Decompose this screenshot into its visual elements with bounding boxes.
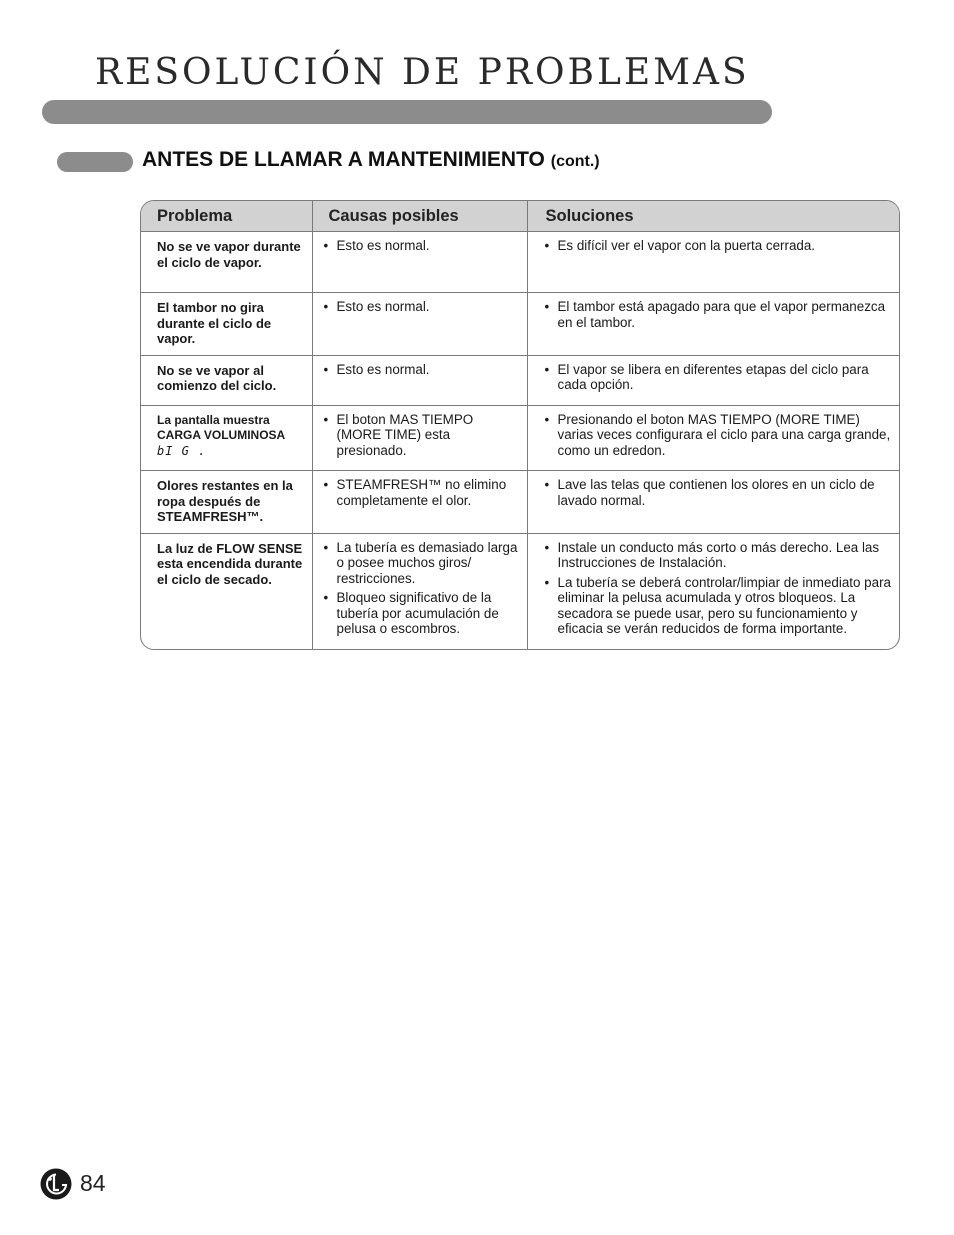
problem-cell: No se ve vapor durante el ciclo de vapor. <box>157 239 301 270</box>
causes-cell <box>312 232 527 293</box>
section-heading-cont: (cont.) <box>550 153 600 170</box>
problem-cell: El tambor no gira durante el ciclo de vapor. <box>141 293 312 356</box>
cause-item: • Bloqueo significativo de la tubería por acumulación de pelusa o escombros. <box>323 590 519 637</box>
section-heading <box>142 148 600 172</box>
troubleshooting-table <box>140 200 900 650</box>
table-row <box>141 471 899 534</box>
solutions-cell <box>527 533 899 649</box>
cause-item: • Esto es normal. <box>323 299 519 315</box>
section-pill <box>57 152 133 172</box>
solution-item: • Lave las telas que contienen los olores en un ciclo de lavado normal. <box>544 477 892 508</box>
page-number: 84 <box>80 1170 106 1196</box>
table-row <box>141 405 899 471</box>
column-header-solutions: Soluciones <box>527 201 899 232</box>
solutions-cell <box>527 471 899 534</box>
section-heading-text: ANTES DE LLAMAR A MANTENIMIENTO <box>142 148 545 171</box>
solution-item: • Instale un conducto más corto o más derecho. Lea las Instrucciones de Instalación. <box>544 540 892 571</box>
problem-cell: No se ve vapor al comienzo del ciclo. <box>141 355 312 405</box>
solutions-cell <box>527 355 899 405</box>
cause-item: • El boton MAS TIEMPO (MORE TIME) esta presionado. <box>323 412 519 459</box>
table-row <box>141 355 899 405</box>
table-row <box>141 232 899 293</box>
problem-cell <box>141 405 312 471</box>
problem-cell: La luz de FLOW SENSE esta encendida durante el ciclo de secado. <box>141 533 312 649</box>
causes-cell <box>312 533 527 649</box>
cause-item: • Esto es normal. <box>323 362 519 378</box>
table-row <box>141 293 899 356</box>
causes-cell <box>312 293 527 356</box>
causes-cell <box>312 355 527 405</box>
problem-text: La pantalla muestra CARGA VOLUMINOSA <box>157 412 286 442</box>
page-title: RESOLUCIÓN DE PROBLEMAS <box>95 52 750 93</box>
cause-item: • La tubería es demasiado larga o posee muchos giros/ restricciones. <box>323 540 519 587</box>
lg-logo-icon <box>40 1168 72 1200</box>
title-bar <box>42 100 772 124</box>
solution-item: • El vapor se libera en diferentes etapas del ciclo para cada opción. <box>544 362 892 393</box>
solutions-cell <box>527 232 899 293</box>
problem-cell: Olores restantes en la ropa después de STEAMFRESH™. <box>141 471 312 534</box>
solutions-cell <box>527 293 899 356</box>
causes-cell <box>312 405 527 471</box>
cause-item: • Esto es normal. <box>323 238 519 254</box>
solutions-cell <box>527 405 899 471</box>
column-header-causes: Causas posibles <box>312 201 527 232</box>
table-row <box>141 533 899 649</box>
solution-item: • Presionando el boton MAS TIEMPO (MORE TIME) varias veces configurara el ciclo para una carga grande, como un edredon. <box>544 412 892 459</box>
solution-item: • Es difícil ver el vapor con la puerta cerrada. <box>544 238 892 254</box>
solution-item: • El tambor está apagado para que el vapor permanezca en el tambor. <box>544 299 892 330</box>
table-header-row <box>141 201 899 232</box>
display-readout: bI G . <box>157 443 207 458</box>
solution-item: • La tubería se deberá controlar/limpiar de inmediato para eliminar la pelusa acumulada y otros bloqueos. La secadora se puede usar, pero su funcionamiento y eficacia se verán reducidos de forma importante. <box>544 575 892 637</box>
column-header-problem: Problema <box>141 201 312 232</box>
cause-item: • STEAMFRESH™ no elimino completamente el olor. <box>323 477 519 508</box>
causes-cell <box>312 471 527 534</box>
